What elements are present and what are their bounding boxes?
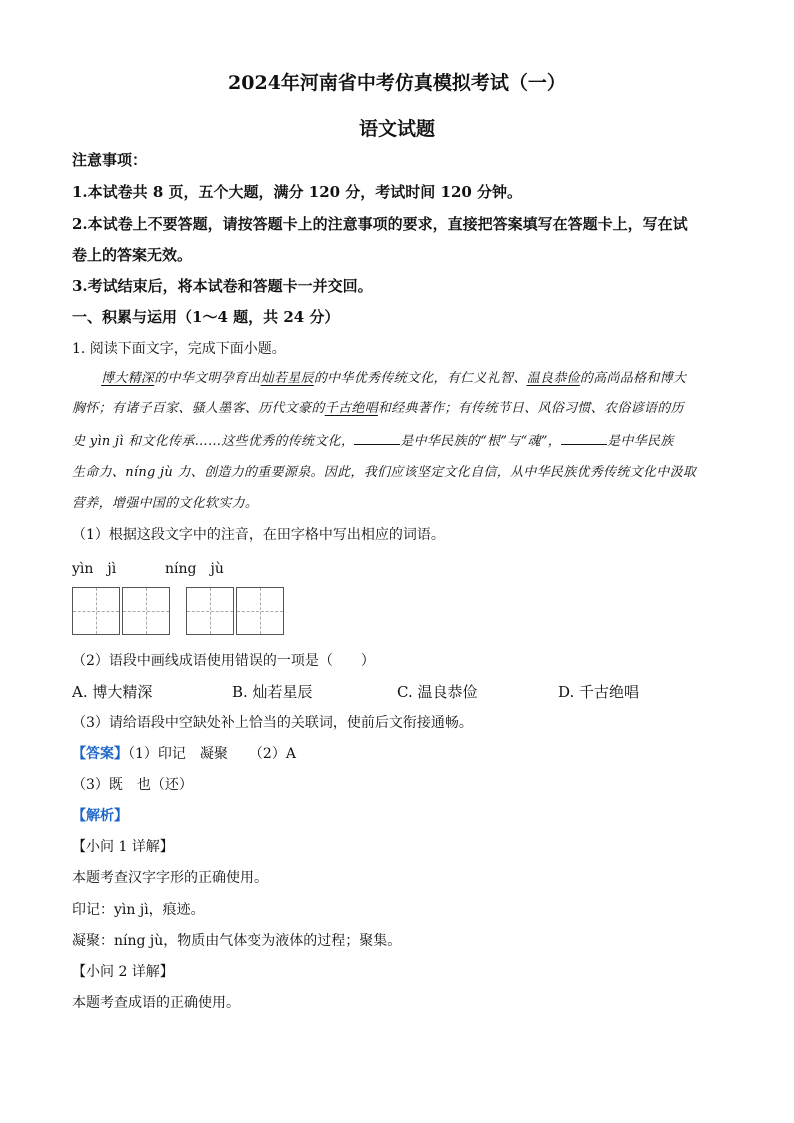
analysis-sub-1-line-3: 凝聚：níng jù，物质由气体变为液体的过程；聚集。 [72,933,402,949]
passage-text: 胸怀；有诸子百家、骚人墨客、历代文豪的 [72,401,325,416]
passage-text: 的中华优秀传统文化，有仁义礼智、 [313,371,527,386]
notice-item-2-line-2: 卷上的答案无效。 [72,246,193,264]
tianzi-grid-cell[interactable] [72,587,120,635]
notice-item-2-line-1: 2.本试卷上不要答题，请按答题卡上的注意事项的要求，直接把答案填写在答题卡上，写在试 [72,215,688,233]
passage-text: 是中华民族的“根”与“魂”， [400,434,562,449]
passage-text: 的高尚品格和博大 [579,371,687,386]
option-c: C. 温良恭俭 [397,683,478,701]
analysis-sub-1-line-2: 印记：yìn jì，痕迹。 [72,902,205,918]
sub-question-2: （2）语段中画线成语使用错误的一项是（ ） [72,653,375,669]
sub-question-1: （1）根据这段文字中的注音，在田字格中写出相应的词语。 [72,527,445,543]
notice-item-3: 3.考试结束后，将本试卷和答题卡一并交回。 [72,277,373,295]
analysis-tag: 【解析】 [72,808,128,824]
answer-line-1 [72,743,296,765]
passage-line-2 [72,398,684,420]
pinyin-label-1: yìn jì [72,561,117,577]
fill-blank[interactable] [354,430,400,445]
option-d: D. 千古绝唱 [558,683,640,701]
passage-text: 和经典著作；有传统节日、风俗习惯、农俗谚语的历 [377,401,684,416]
fill-blank[interactable] [561,430,607,445]
tianzi-grid-cell[interactable] [186,587,234,635]
exam-title: 2024年河南省中考仿真模拟考试（一） [228,72,566,94]
idiom-underlined: 温良恭俭 [526,371,580,386]
section-1-heading: 一、积累与运用（1～4 题，共 24 分） [72,308,340,326]
passage-text: 的中华文明孕育出 [154,371,261,386]
idiom-underlined: 博大精深 [101,371,155,386]
analysis-sub-2-line-1: 本题考查成语的正确使用。 [72,995,240,1011]
notice-item-1: 1.本试卷共 8 页，五个大题，满分 120 分，考试时间 120 分钟。 [72,183,523,201]
tianzi-grid-cell[interactable] [122,587,170,635]
sub-question-3: （3）请给语段中空缺处补上恰当的关联词，使前后文衔接通畅。 [72,715,473,731]
notice-heading: 注意事项： [72,151,148,169]
passage-text: 是中华民族 [607,434,674,449]
answer-text: （1）印记 凝聚 （2）A [128,746,296,762]
passage-line-1 [101,368,686,390]
passage-line-4: 生命力、níng jù 力、创造力的重要源泉。因此，我们应该坚定文化自信，从中华民族优秀传统文化中汲取 [72,465,697,480]
exam-subtitle: 语文试题 [358,118,435,140]
tianzi-grid-cell[interactable] [236,587,284,635]
passage-line-5: 营养，增强中国的文化软实力。 [72,496,259,511]
idiom-underlined: 千古绝唱 [324,401,378,416]
option-a: A. 博大精深 [72,683,153,701]
option-b: B. 灿若星辰 [232,683,313,701]
analysis-sub-1-line-1: 本题考查汉字字形的正确使用。 [72,870,268,886]
pinyin-label-2: níng jù [165,561,224,577]
passage-line-3 [72,430,674,453]
answer-tag: 【答案】 [72,746,128,762]
analysis-sub-2-heading: 【小问 2 详解】 [72,964,174,980]
idiom-underlined: 灿若星辰 [260,371,314,386]
analysis-sub-1-heading: 【小问 1 详解】 [72,839,174,855]
passage-text: 史 yìn jì 和文化传承……这些优秀的传统文化， [72,434,355,449]
question-1-stem: 1. 阅读下面文字，完成下面小题。 [72,341,286,357]
answer-line-2: （3）既 也（还） [72,777,193,793]
